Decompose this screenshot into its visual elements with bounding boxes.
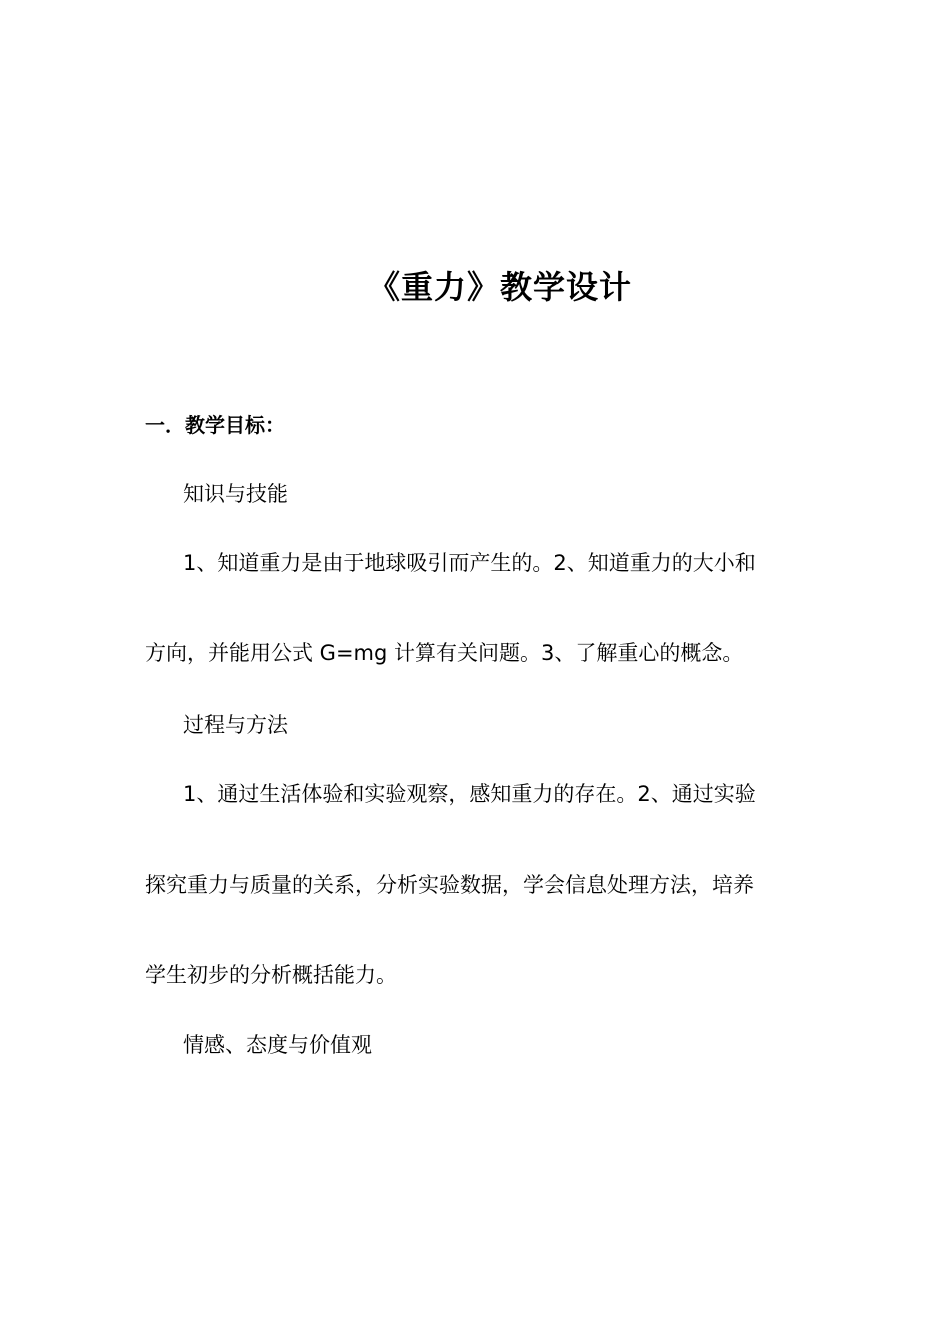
process-line-2: 探究重力与质量的关系，分析实验数据，学会信息处理方法，培养 [145, 873, 754, 897]
process-line-3: 学生初步的分析概括能力。 [145, 963, 397, 987]
subheading-attitude: 情感、态度与价值观 [183, 1033, 372, 1057]
section-heading: 一．教学目标： [145, 413, 285, 437]
subheading-knowledge: 知识与技能 [183, 482, 288, 506]
document-title: 《重力》教学设计 [367, 268, 632, 306]
process-line-1: 1、通过生活体验和实验观察，感知重力的存在。2、通过实验 [183, 782, 756, 806]
knowledge-line-2: 方向，并能用公式 G=mg 计算有关问题。3、了解重心的概念。 [145, 641, 744, 665]
knowledge-line-1: 1、知道重力是由于地球吸引而产生的。2、知道重力的大小和 [183, 551, 756, 575]
subheading-process: 过程与方法 [183, 713, 288, 737]
